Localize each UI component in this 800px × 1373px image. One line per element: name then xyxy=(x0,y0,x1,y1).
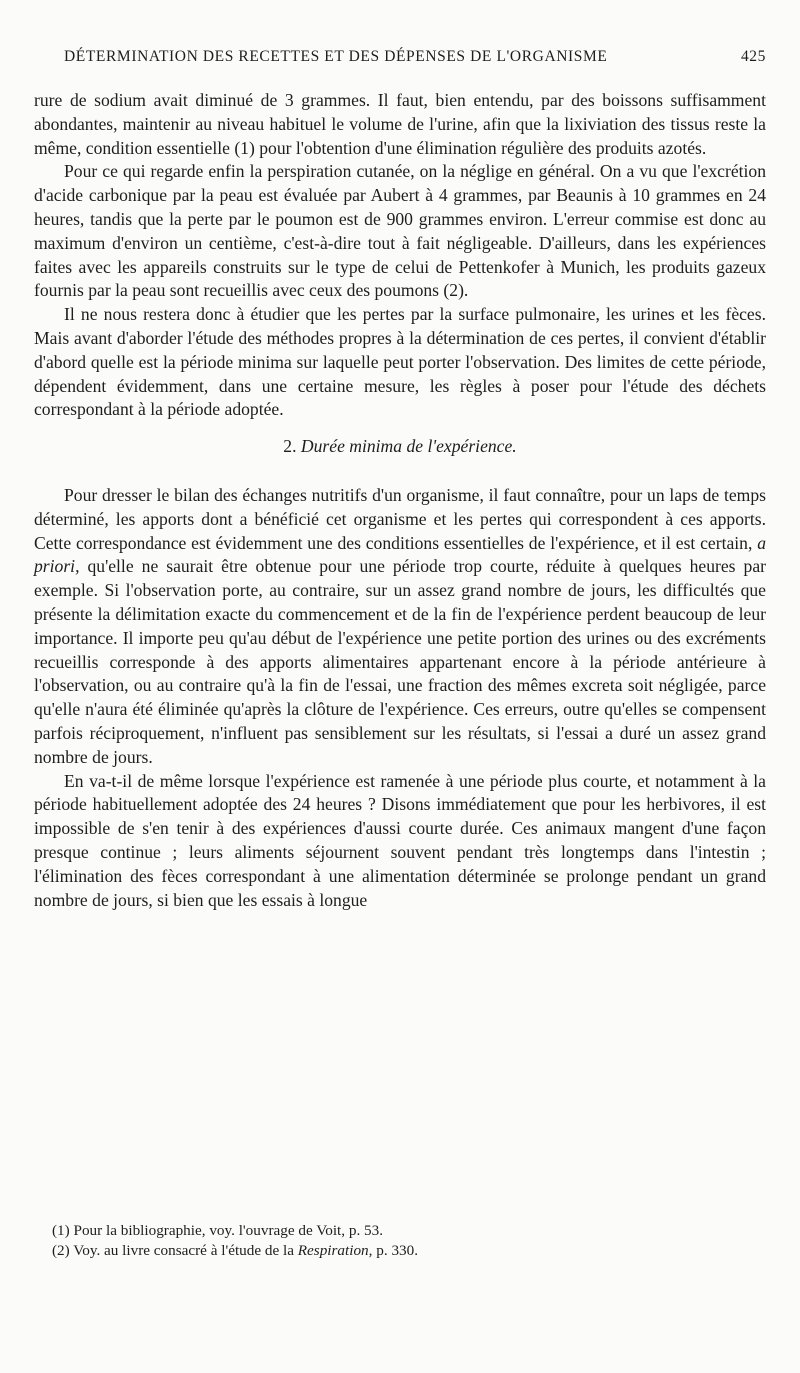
section-title: Durée minima de l'expérience. xyxy=(300,436,517,457)
book-page xyxy=(34,0,766,1373)
section-heading xyxy=(34,435,766,459)
paragraph-4 xyxy=(34,484,766,770)
paragraph-4-part-a: Pour dresser le bilan des échanges nutritifs d'un organisme, il faut connaître, pour un laps de temps déterminé, les apports dont a bénéficié cet organisme et les pertes qui correspondent à ces apports. Cette correspondance est évidemment une des conditions essentielles de l'expérience, et il est certain, xyxy=(34,484,766,553)
body-text xyxy=(34,89,766,912)
paragraph-4-part-b: qu'elle ne saurait être obtenue pour une période trop courte, réduite à quelques heures par exemple. Si l'observation porte, au contraire, sur un assez grand nombre de jours, les difficultés que présente la délimitation exacte du commencement et de la fin de l'expérience perdent beaucoup de leur importance. Il importe peu qu'au début de l'expérience une petite portion des urines ou des excréments recueillis corresponde à des apports alimentaires appartenant encore à la période antérieure à l'observation, ou au contraire qu'à la fin de l'essai, une fraction des mêmes excreta soit négligée, parce qu'elle n'aura été éliminée qu'après la clôture de l'expérience. Ces erreurs, outre qu'elles se compensent parfois réciproquement, n'influent pas sensiblement sur les résultats, si l'essai a duré un assez grand nombre de jours. xyxy=(34,556,766,767)
paragraph-5: En va-t-il de même lorsque l'expérience est ramenée à une période plus courte, et notamment à la période habituellement adoptée des 24 heures ? Disons immédiatement que pour les herbivores, il est impossible de s'en tenir à des expériences d'aussi courte durée. Ces animaux mangent d'une façon presque continue ; leurs aliments séjournent souvent pendant très longtemps dans l'intestin ; l'élimination des fèces correspondant à une alimentation déterminée se prolonge pendant un grand nombre de jours, si bien que les essais à longue xyxy=(34,770,766,910)
running-head-title: DÉTERMINATION DES RECETTES ET DES DÉPENSES DE L'ORGANISME xyxy=(64,48,608,65)
paragraph-1: rure de sodium avait diminué de 3 grammes. Il faut, bien entendu, par des boissons suffisamment abondantes, maintenir au niveau habituel le volume de l'urine, afin que la lixiviation des tissus reste la même, condition essentielle (1) pour l'obtention d'une élimination régulière des produits azotés. xyxy=(34,90,766,158)
section-number: 2. xyxy=(283,436,297,457)
footnotes xyxy=(52,1221,766,1261)
paragraph-4-italic: a priori, xyxy=(34,532,766,577)
footnote-2-italic: Respiration, xyxy=(297,1242,373,1259)
footnote-2-part-a: (2) Voy. au livre consacré à l'étude de la xyxy=(52,1242,298,1259)
paragraph-3: Il ne nous restera donc à étudier que les pertes par la surface pulmonaire, les urines et les fèces. Mais avant d'aborder l'étude des méthodes propres à la détermination de ces pertes, il convient d'établir d'abord quelle est la période minima sur laquelle peut porter l'observation. Des limites de cette période, dépendent évidemment, dans une certaine mesure, les règles à poser pour l'étude des déchets correspondant à la période adoptée. xyxy=(34,304,766,420)
footnote-2-part-b: p. 330. xyxy=(372,1242,419,1259)
footnote-1: (1) Pour la bibliographie, voy. l'ouvrage de Voit, p. 53. xyxy=(52,1222,384,1239)
footnote-2 xyxy=(52,1241,766,1261)
running-head xyxy=(64,48,766,66)
paragraph-2: Pour ce qui regarde enfin la perspiration cutanée, on la néglige en général. On a vu que l'excrétion d'acide carbonique par la peau est évaluée par Aubert à 4 grammes, par Beaunis à 10 grammes en 24 heures, tandis que la perte par le poumon est de 900 grammes environ. L'erreur commise est donc au maximum d'environ un centième, c'est-à-dire tout à fait négligeable. D'ailleurs, dans les expériences faites avec les appareils construits sur le type de celui de Pettenkofer à Munich, les produits gazeux fournis par la peau sont recueillis avec ceux des poumons (2). xyxy=(34,161,766,301)
page-number: 425 xyxy=(740,48,766,65)
